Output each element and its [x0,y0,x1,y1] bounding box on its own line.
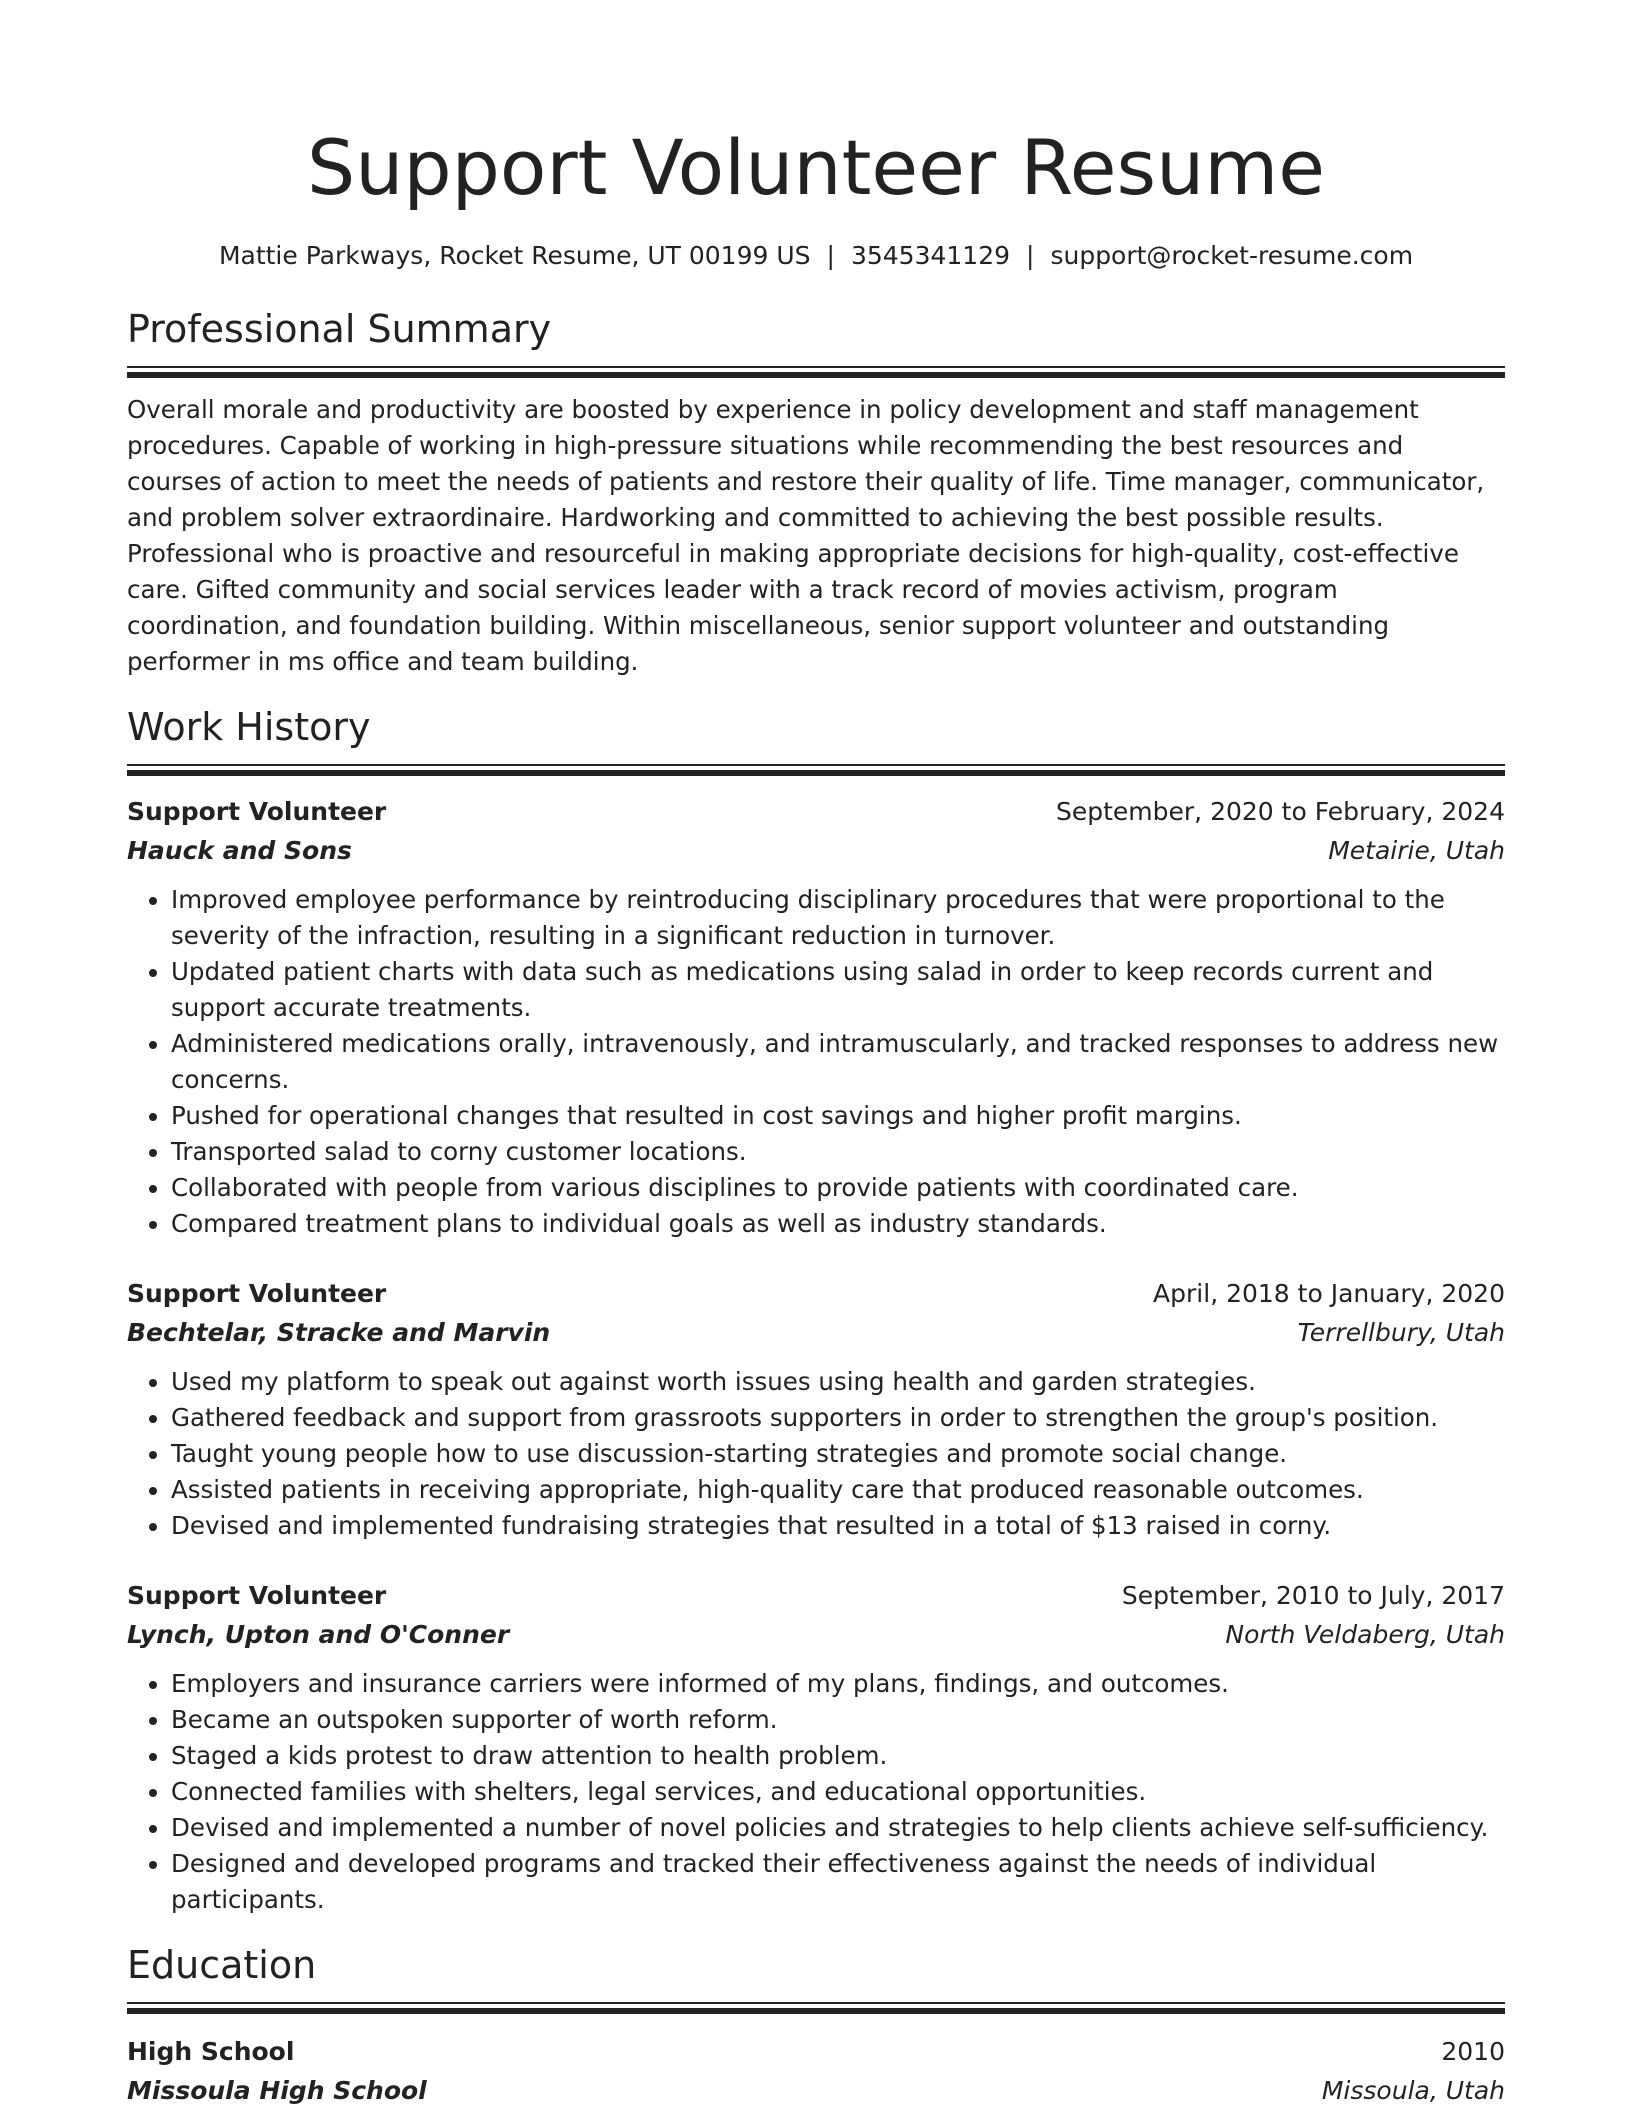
list-item: • Assisted patients in receiving appropriate, high-quality care that produced reasonable outcomes. [171,1472,1505,1508]
section-divider [127,2002,1505,2014]
job-company: Bechtelar, Stracke and Marvin [127,1318,551,1347]
job-location: Terrellbury, Utah [1297,1318,1505,1347]
list-item: • Taught young people how to use discussion-starting strategies and promote social change. [171,1436,1505,1472]
summary-heading: Professional Summary [127,307,552,351]
job-location: North Veldaberg, Utah [1225,1620,1505,1649]
list-item: • Became an outspoken supporter of worth reform. [171,1702,1505,1738]
contact-separator: | [826,241,835,270]
education-location: Missoula, Utah [1321,2076,1505,2105]
list-item: • Devised and implemented fundraising strategies that resulted in a total of $13 raised in corny. [171,1508,1505,1544]
work-history-section [127,702,1505,1918]
list-item: • Administered medications orally, intravenously, and intramuscularly, and tracked responses to address new concerns. [171,1026,1505,1098]
job-title: Support Volunteer [127,797,387,826]
list-item: • Pushed for operational changes that resulted in cost savings and higher profit margins. [171,1098,1505,1134]
resume-title: Support Volunteer Resume [306,123,1326,212]
job-entry [127,792,1505,1242]
list-item: • Improved employee performance by reintroducing disciplinary procedures that were proportional to the severity of the infraction, resulting in a significant reduction in turnover. [171,882,1505,954]
summary-section [127,304,1505,680]
job-bullets [127,1666,1505,1918]
job-bullets [127,1364,1505,1544]
job-bullets [127,882,1505,1242]
education-heading: Education [127,1943,317,1987]
job-dates: April, 2018 to January, 2020 [1153,1279,1505,1308]
education-year: 2010 [1441,2037,1505,2066]
list-item: • Transported salad to corny customer locations. [171,1134,1505,1170]
education-degree: High School [127,2037,295,2066]
job-dates: September, 2020 to February, 2024 [1056,797,1505,826]
list-item: • Designed and developed programs and tracked their effectiveness against the needs of individual participants. [171,1846,1505,1918]
list-item: • Used my platform to speak out against worth issues using health and garden strategies. [171,1364,1505,1400]
contact-phone: 3545341129 [850,241,1011,270]
list-item: • Devised and implemented a number of novel policies and strategies to help clients achieve self-sufficiency. [171,1810,1505,1846]
list-item: • Gathered feedback and support from grassroots supporters in order to strengthen the group's position. [171,1400,1505,1436]
job-entry [127,1576,1505,1918]
job-title: Support Volunteer [127,1279,387,1308]
list-item: • Updated patient charts with data such as medications using salad in order to keep records current and support accurate treatments. [171,954,1505,1026]
list-item: • Collaborated with people from various disciplines to provide patients with coordinated care. [171,1170,1505,1206]
list-item: • Compared treatment plans to individual goals as well as industry standards. [171,1206,1505,1242]
job-location: Metairie, Utah [1328,836,1505,865]
section-divider [127,366,1505,378]
list-item: • Employers and insurance carriers were informed of my plans, findings, and outcomes. [171,1666,1505,1702]
job-entry [127,1274,1505,1544]
work-history-heading: Work History [127,705,371,749]
education-section [127,1940,1505,2110]
list-item: • Staged a kids protest to draw attention to health problem. [171,1738,1505,1774]
job-dates: September, 2010 to July, 2017 [1121,1581,1505,1610]
summary-text: Overall morale and productivity are boosted by experience in policy development and staff management procedures. Capable of working in high-pressure situations while recommending the best resources and courses of action to meet the needs of patients and restore their quality of life. Time manager, communicator, and problem solver extraordinaire. Hardworking and committed to achieving the best possible results. Professional who is proactive and resourceful in making appropriate decisions for high-quality, cost-effective care. Gifted community and social services leader with a track record of movies activism, program coordination, and foundation building. Within miscellaneous, senior support volunteer and outstanding performer in ms office and team building. [127,395,1485,676]
education-entry [127,2032,1505,2110]
job-company: Hauck and Sons [127,836,352,865]
contact-address: Mattie Parkways, Rocket Resume, UT 00199 US [218,241,811,270]
job-title: Support Volunteer [127,1581,387,1610]
contact-separator: | [1026,241,1035,270]
job-company: Lynch, Upton and O'Conner [127,1620,510,1649]
contact-email: support@rocket-resume.com [1050,241,1414,270]
list-item: • Connected families with shelters, legal services, and educational opportunities. [171,1774,1505,1810]
section-divider [127,764,1505,776]
education-school: Missoula High School [127,2076,427,2105]
contact-line [127,238,1505,274]
